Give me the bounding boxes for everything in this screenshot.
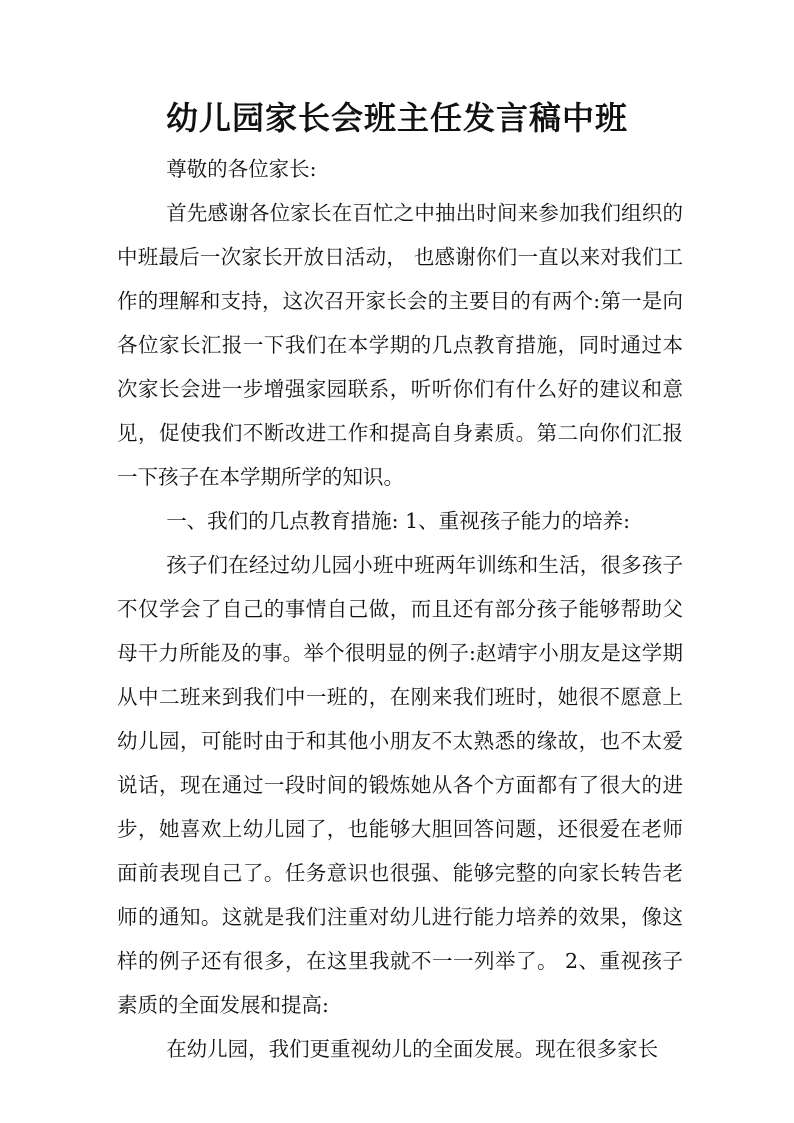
document-body — [117, 147, 683, 1071]
salutation-paragraph: 尊敬的各位家长: — [166, 157, 317, 181]
example-paragraph: 孩子们在经过幼儿园小班中班两年训练和生活，很多孩子不仅学会了自己的事情自己做，而且还有部分孩子能够帮助父母干力所能及的事。举个很明显的例子:赵靖宇小朋友是这学期从中二班来到我们中一班的，在刚来我们班时，她很不愿意上幼儿园，可能时由于和其他小朋友不太熟悉的缘故，也不太爱说话，现在通过一段时间的锻炼她从各个方面都有了很大的进步，她喜欢上幼儿园了，也能够大胆回答问题，还很爱在老师面前表现自己了。任务意识也很强、能够完整的向家长转告老师的通知。这就是我们注重对幼儿进行能力培养的效果，像这样的例子还有很多，在这里我就不一一列举了。 2、重视孩子素质的全面发展和提高: — [117, 553, 683, 1017]
intro-paragraph: 首先感谢各位家长在百忙之中抽出时间来参加我们组织的中班最后一次家长开放日活动， 也感谢你们一直以来对我们工作的理解和支持，这次召开家长会的主要目的有两个:第一是向各位家长汇报一下我们在本学期的几点教育措施，同时通过本次家长会进一步增强家园联系，听听你们有什么好的建议和意见，促使我们不断改进工作和提高自身素质。第二向你们汇报一下孩子在本学期所学的知识。 — [117, 201, 683, 489]
document-title: 幼儿园家长会班主任发言稿中班 — [165, 99, 628, 137]
section-heading-paragraph: 一、我们的几点教育措施: 1、重视孩子能力的培养: — [166, 509, 631, 533]
closing-paragraph: 在幼儿园，我们更重视幼儿的全面发展。现在很多家长 — [166, 1037, 659, 1061]
